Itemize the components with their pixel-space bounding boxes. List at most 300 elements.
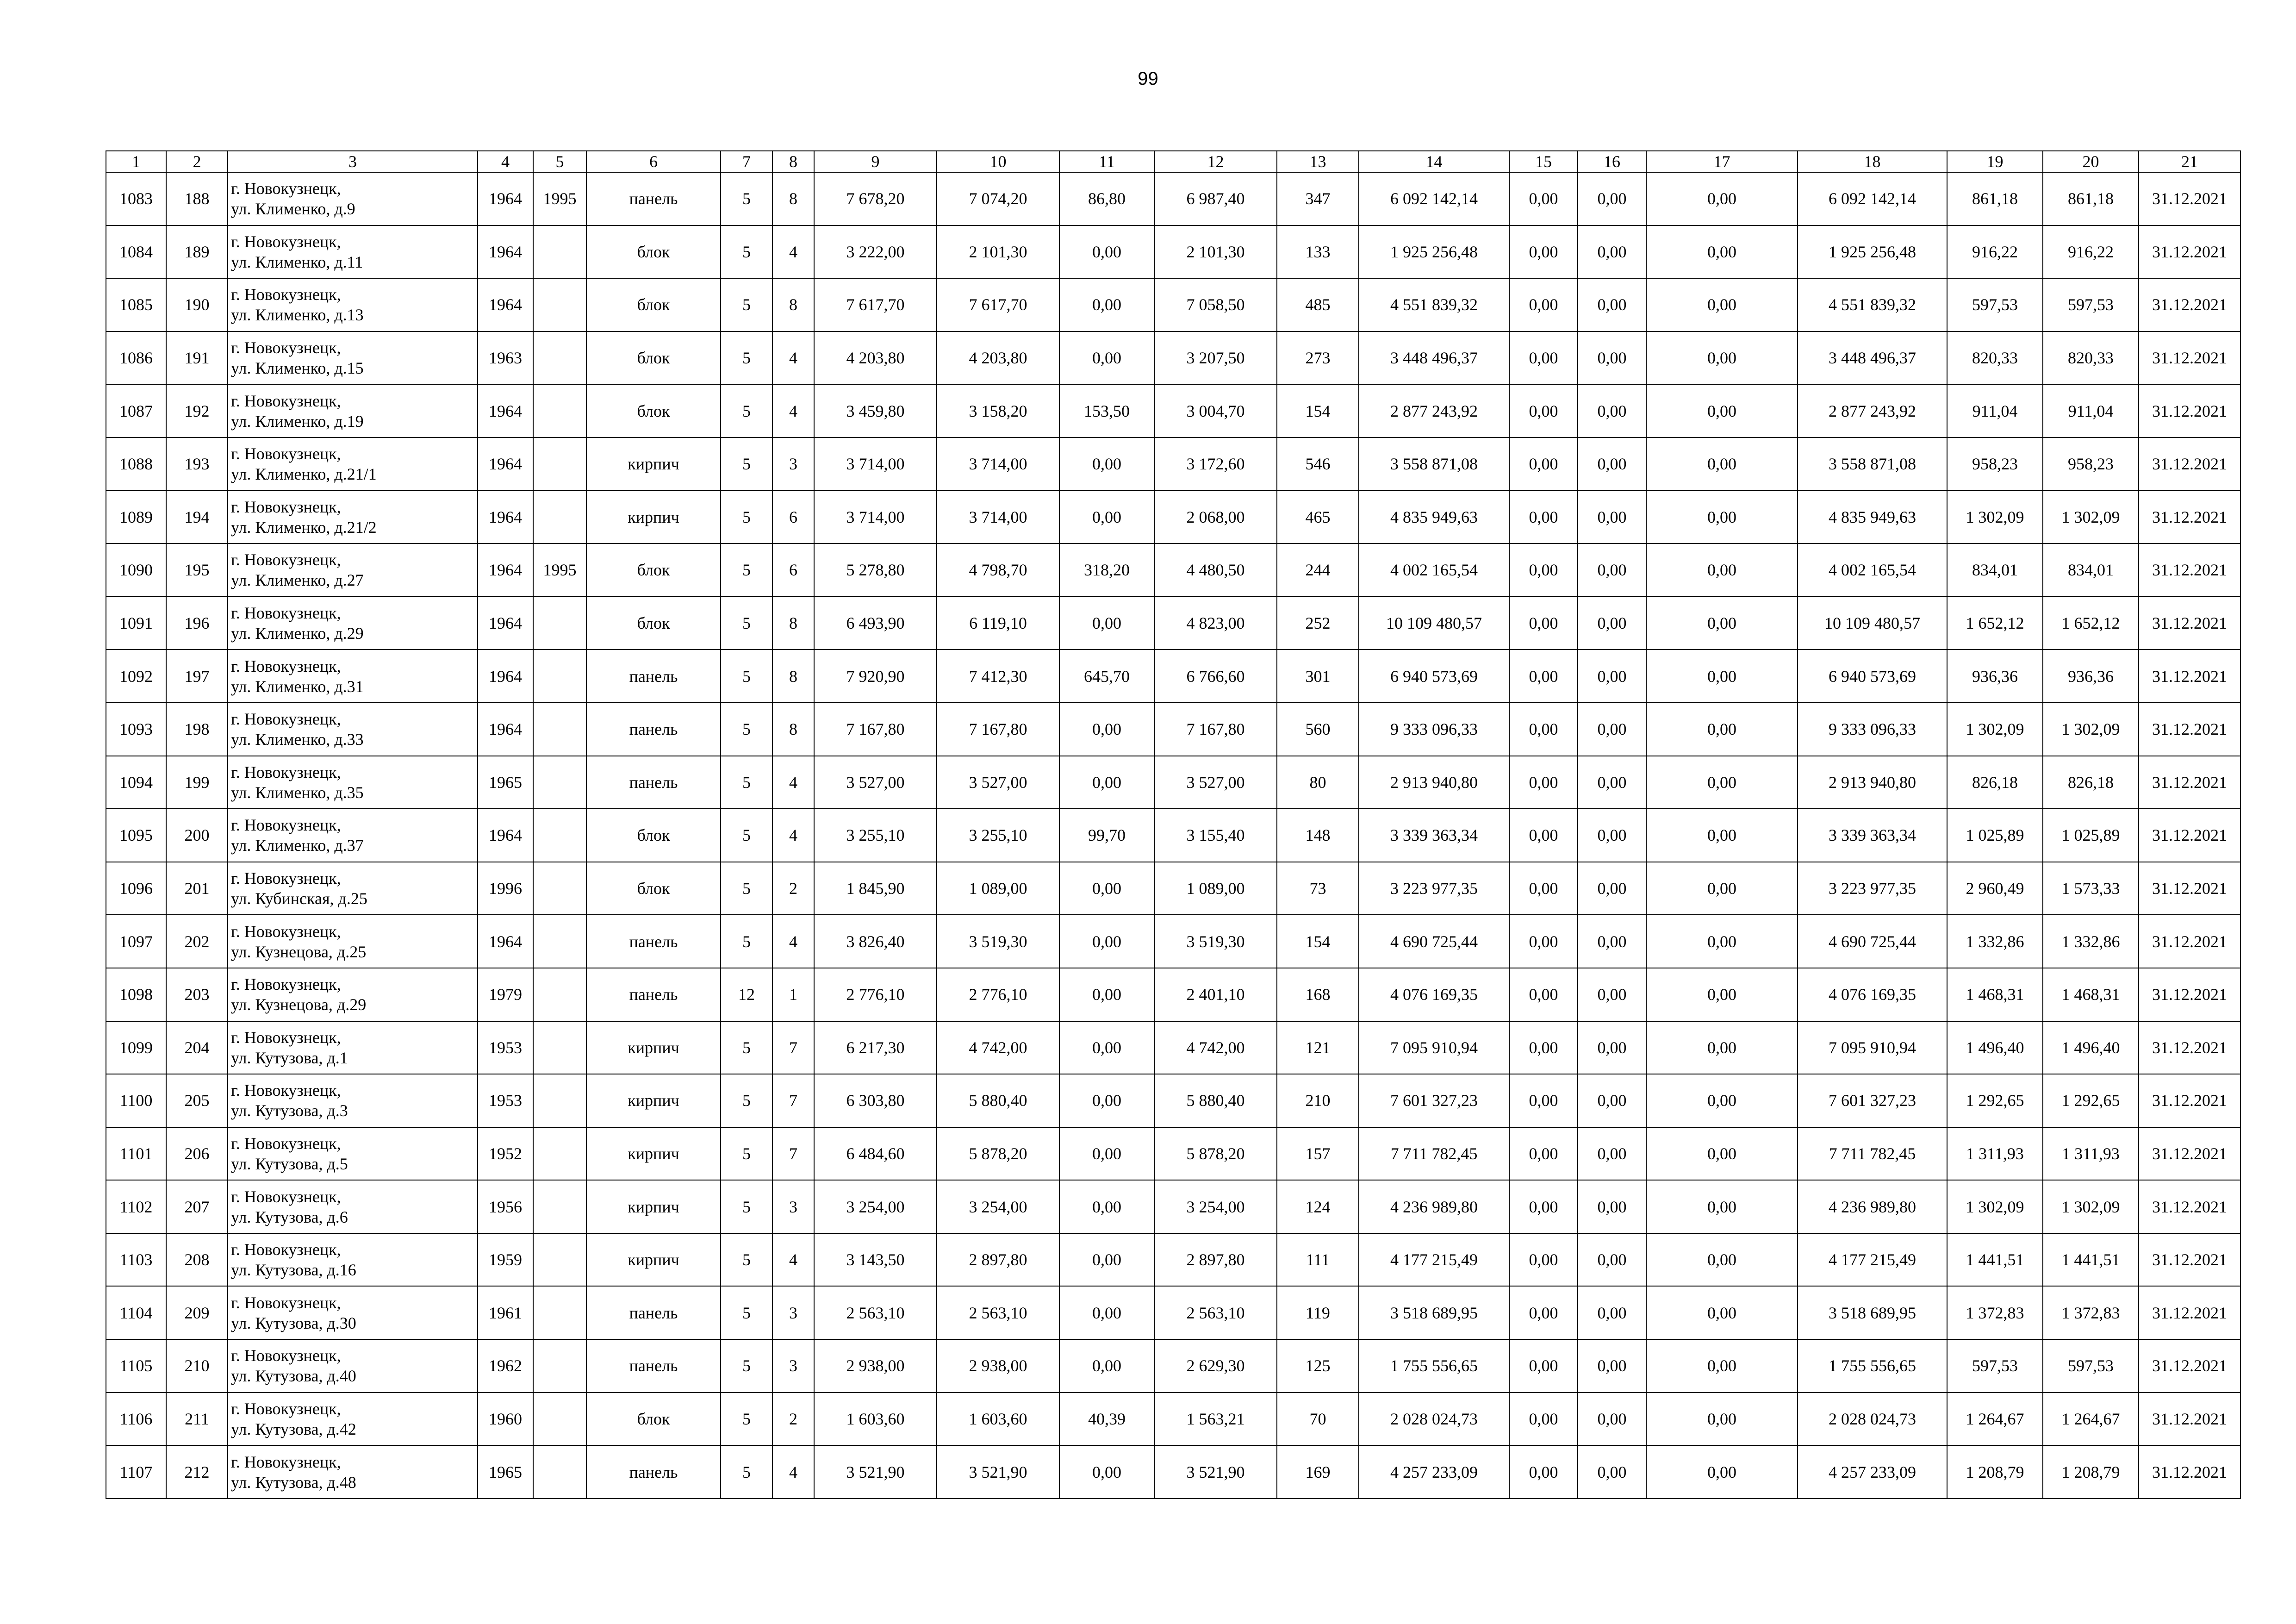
cell-col-2: 198 — [166, 703, 228, 756]
cell-col-16: 0,00 — [1578, 703, 1646, 756]
cell-col-6: панель — [586, 968, 721, 1021]
address-cell — [228, 1127, 478, 1181]
cell-col-12: 6 766,60 — [1154, 650, 1277, 703]
cell-col-5 — [533, 437, 586, 491]
cell-col-16: 0,00 — [1578, 597, 1646, 650]
address-cell — [228, 225, 478, 279]
cell-col-5: 1995 — [533, 172, 586, 225]
cell-col-1: 1094 — [106, 756, 166, 809]
cell-col-21: 31.12.2021 — [2139, 491, 2240, 544]
cell-col-4: 1964 — [478, 650, 533, 703]
address-city: г. Новокузнецк, — [231, 338, 341, 357]
cell-col-7: 5 — [721, 1233, 772, 1287]
address-city: г. Новокузнецк, — [231, 762, 341, 781]
address-cell — [228, 491, 478, 544]
cell-col-2: 202 — [166, 915, 228, 968]
cell-col-4: 1963 — [478, 331, 533, 385]
cell-col-21: 31.12.2021 — [2139, 1445, 2240, 1499]
address-city: г. Новокузнецк, — [231, 550, 341, 569]
cell-col-16: 0,00 — [1578, 968, 1646, 1021]
cell-col-15: 0,00 — [1509, 1286, 1578, 1339]
cell-col-1: 1089 — [106, 491, 166, 544]
cell-col-19: 1 292,65 — [1947, 1074, 2043, 1127]
cell-col-8: 4 — [772, 331, 814, 385]
cell-col-17: 0,00 — [1646, 331, 1798, 385]
cell-col-20: 1 652,12 — [2043, 597, 2139, 650]
address-city: г. Новокузнецк, — [231, 656, 341, 675]
cell-col-1: 1097 — [106, 915, 166, 968]
cell-col-7: 5 — [721, 1180, 772, 1233]
cell-col-20: 834,01 — [2043, 543, 2139, 597]
cell-col-12: 3 004,70 — [1154, 384, 1277, 437]
cell-col-9: 2 938,00 — [814, 1339, 937, 1393]
cell-col-19: 1 025,89 — [1947, 809, 2043, 862]
cell-col-17: 0,00 — [1646, 384, 1798, 437]
cell-col-9: 3 714,00 — [814, 491, 937, 544]
cell-col-14: 4 076 169,35 — [1359, 968, 1509, 1021]
cell-col-15: 0,00 — [1509, 1180, 1578, 1233]
cell-col-19: 1 441,51 — [1947, 1233, 2043, 1287]
column-header-16: 16 — [1578, 151, 1646, 172]
cell-col-16: 0,00 — [1578, 1393, 1646, 1446]
cell-col-9: 4 203,80 — [814, 331, 937, 385]
address-city: г. Новокузнецк, — [231, 1452, 341, 1471]
cell-col-19: 820,33 — [1947, 331, 2043, 385]
cell-col-9: 3 826,40 — [814, 915, 937, 968]
cell-col-21: 31.12.2021 — [2139, 384, 2240, 437]
cell-col-19: 1 302,09 — [1947, 491, 2043, 544]
table-row — [106, 1445, 2240, 1499]
cell-col-13: 111 — [1277, 1233, 1359, 1287]
cell-col-15: 0,00 — [1509, 543, 1578, 597]
cell-col-21: 31.12.2021 — [2139, 809, 2240, 862]
cell-col-8: 3 — [772, 437, 814, 491]
cell-col-2: 212 — [166, 1445, 228, 1499]
table-body — [106, 172, 2240, 1499]
cell-col-17: 0,00 — [1646, 1445, 1798, 1499]
cell-col-13: 154 — [1277, 384, 1359, 437]
cell-col-21: 31.12.2021 — [2139, 650, 2240, 703]
cell-col-7: 5 — [721, 809, 772, 862]
cell-col-12: 4 742,00 — [1154, 1021, 1277, 1074]
cell-col-2: 204 — [166, 1021, 228, 1074]
cell-col-18: 10 109 480,57 — [1798, 597, 1947, 650]
cell-col-2: 205 — [166, 1074, 228, 1127]
cell-col-18: 4 257 233,09 — [1798, 1445, 1947, 1499]
cell-col-9: 3 527,00 — [814, 756, 937, 809]
cell-col-1: 1105 — [106, 1339, 166, 1393]
cell-col-9: 7 617,70 — [814, 278, 937, 331]
column-header-6: 6 — [586, 151, 721, 172]
cell-col-13: 465 — [1277, 491, 1359, 544]
cell-col-20: 861,18 — [2043, 172, 2139, 225]
address-street: ул. Кутузова, д.40 — [231, 1367, 356, 1386]
address-cell — [228, 1393, 478, 1446]
cell-col-20: 1 372,83 — [2043, 1286, 2139, 1339]
cell-col-5 — [533, 862, 586, 915]
cell-col-13: 301 — [1277, 650, 1359, 703]
cell-col-6: кирпич — [586, 1127, 721, 1181]
cell-col-19: 936,36 — [1947, 650, 2043, 703]
cell-col-5: 1995 — [533, 543, 586, 597]
cell-col-12: 5 878,20 — [1154, 1127, 1277, 1181]
cell-col-7: 5 — [721, 1286, 772, 1339]
cell-col-14: 7 601 327,23 — [1359, 1074, 1509, 1127]
cell-col-10: 3 158,20 — [937, 384, 1059, 437]
address-cell — [228, 1233, 478, 1287]
cell-col-13: 125 — [1277, 1339, 1359, 1393]
address-street: ул. Кутузова, д.1 — [231, 1048, 348, 1067]
address-street: ул. Клименко, д.21/1 — [231, 465, 377, 484]
cell-col-6: блок — [586, 225, 721, 279]
cell-col-6: панель — [586, 703, 721, 756]
cell-col-5 — [533, 1180, 586, 1233]
cell-col-19: 597,53 — [1947, 278, 2043, 331]
cell-col-2: 209 — [166, 1286, 228, 1339]
cell-col-14: 10 109 480,57 — [1359, 597, 1509, 650]
cell-col-14: 7 711 782,45 — [1359, 1127, 1509, 1181]
cell-col-17: 0,00 — [1646, 915, 1798, 968]
cell-col-15: 0,00 — [1509, 1393, 1578, 1446]
cell-col-10: 3 527,00 — [937, 756, 1059, 809]
cell-col-11: 0,00 — [1059, 225, 1154, 279]
cell-col-8: 2 — [772, 862, 814, 915]
cell-col-10: 3 714,00 — [937, 491, 1059, 544]
cell-col-8: 4 — [772, 1233, 814, 1287]
table-row — [106, 1393, 2240, 1446]
address-cell — [228, 437, 478, 491]
cell-col-11: 0,00 — [1059, 968, 1154, 1021]
cell-col-6: блок — [586, 1393, 721, 1446]
cell-col-6: панель — [586, 172, 721, 225]
address-street: ул. Клименко, д.29 — [231, 624, 364, 643]
column-header-17: 17 — [1646, 151, 1798, 172]
address-street: ул. Кузнецова, д.25 — [231, 942, 367, 961]
cell-col-1: 1099 — [106, 1021, 166, 1074]
cell-col-21: 31.12.2021 — [2139, 1021, 2240, 1074]
table-row — [106, 968, 2240, 1021]
cell-col-21: 31.12.2021 — [2139, 915, 2240, 968]
cell-col-11: 0,00 — [1059, 331, 1154, 385]
cell-col-21: 31.12.2021 — [2139, 331, 2240, 385]
cell-col-7: 5 — [721, 915, 772, 968]
cell-col-10: 3 254,00 — [937, 1180, 1059, 1233]
cell-col-10: 2 776,10 — [937, 968, 1059, 1021]
cell-col-12: 2 068,00 — [1154, 491, 1277, 544]
cell-col-7: 5 — [721, 543, 772, 597]
cell-col-8: 1 — [772, 968, 814, 1021]
cell-col-4: 1964 — [478, 172, 533, 225]
address-street: ул. Клименко, д.33 — [231, 730, 364, 749]
cell-col-6: панель — [586, 650, 721, 703]
address-cell — [228, 331, 478, 385]
cell-col-6: блок — [586, 597, 721, 650]
cell-col-13: 210 — [1277, 1074, 1359, 1127]
page-number: 99 — [1138, 69, 1158, 89]
cell-col-16: 0,00 — [1578, 278, 1646, 331]
cell-col-8: 3 — [772, 1180, 814, 1233]
cell-col-10: 2 897,80 — [937, 1233, 1059, 1287]
cell-col-16: 0,00 — [1578, 331, 1646, 385]
column-header-4: 4 — [478, 151, 533, 172]
cell-col-18: 4 551 839,32 — [1798, 278, 1947, 331]
cell-col-8: 8 — [772, 703, 814, 756]
cell-col-14: 3 558 871,08 — [1359, 437, 1509, 491]
cell-col-8: 8 — [772, 650, 814, 703]
cell-col-9: 3 521,90 — [814, 1445, 937, 1499]
cell-col-21: 31.12.2021 — [2139, 756, 2240, 809]
cell-col-16: 0,00 — [1578, 1233, 1646, 1287]
cell-col-19: 958,23 — [1947, 437, 2043, 491]
cell-col-13: 168 — [1277, 968, 1359, 1021]
cell-col-14: 2 877 243,92 — [1359, 384, 1509, 437]
cell-col-14: 4 236 989,80 — [1359, 1180, 1509, 1233]
cell-col-4: 1964 — [478, 703, 533, 756]
cell-col-16: 0,00 — [1578, 1180, 1646, 1233]
cell-col-13: 148 — [1277, 809, 1359, 862]
cell-col-7: 5 — [721, 1074, 772, 1127]
cell-col-4: 1962 — [478, 1339, 533, 1393]
cell-col-6: панель — [586, 1339, 721, 1393]
cell-col-6: кирпич — [586, 437, 721, 491]
cell-col-4: 1953 — [478, 1021, 533, 1074]
cell-col-11: 86,80 — [1059, 172, 1154, 225]
address-cell — [228, 809, 478, 862]
cell-col-10: 2 938,00 — [937, 1339, 1059, 1393]
table-row — [106, 384, 2240, 437]
cell-col-21: 31.12.2021 — [2139, 862, 2240, 915]
table-row — [106, 172, 2240, 225]
address-city: г. Новокузнецк, — [231, 1240, 341, 1259]
cell-col-2: 210 — [166, 1339, 228, 1393]
address-city: г. Новокузнецк, — [231, 285, 341, 304]
cell-col-8: 4 — [772, 1445, 814, 1499]
cell-col-19: 826,18 — [1947, 756, 2043, 809]
address-cell — [228, 1180, 478, 1233]
address-street: ул. Клименко, д.15 — [231, 359, 364, 378]
cell-col-2: 189 — [166, 225, 228, 279]
cell-col-4: 1964 — [478, 597, 533, 650]
cell-col-19: 1 311,93 — [1947, 1127, 2043, 1181]
table-row — [106, 1233, 2240, 1287]
cell-col-12: 5 880,40 — [1154, 1074, 1277, 1127]
cell-col-16: 0,00 — [1578, 543, 1646, 597]
address-city: г. Новокузнецк, — [231, 1187, 341, 1206]
cell-col-4: 1996 — [478, 862, 533, 915]
cell-col-2: 203 — [166, 968, 228, 1021]
housing-registry-table — [106, 150, 2241, 1499]
address-cell — [228, 703, 478, 756]
cell-col-9: 1 845,90 — [814, 862, 937, 915]
cell-col-20: 820,33 — [2043, 331, 2139, 385]
column-header-21: 21 — [2139, 151, 2240, 172]
table-row — [106, 915, 2240, 968]
cell-col-7: 5 — [721, 491, 772, 544]
cell-col-16: 0,00 — [1578, 1021, 1646, 1074]
cell-col-10: 5 878,20 — [937, 1127, 1059, 1181]
cell-col-21: 31.12.2021 — [2139, 597, 2240, 650]
cell-col-7: 5 — [721, 756, 772, 809]
cell-col-16: 0,00 — [1578, 1074, 1646, 1127]
address-street: ул. Клименко, д.13 — [231, 306, 364, 325]
table-row — [106, 1286, 2240, 1339]
cell-col-5 — [533, 1127, 586, 1181]
cell-col-7: 5 — [721, 278, 772, 331]
address-street: ул. Клименко, д.21/2 — [231, 518, 377, 537]
address-street: ул. Клименко, д.19 — [231, 412, 364, 431]
cell-col-19: 834,01 — [1947, 543, 2043, 597]
cell-col-10: 1 089,00 — [937, 862, 1059, 915]
cell-col-13: 485 — [1277, 278, 1359, 331]
cell-col-16: 0,00 — [1578, 1339, 1646, 1393]
address-cell — [228, 862, 478, 915]
cell-col-8: 4 — [772, 915, 814, 968]
cell-col-12: 2 101,30 — [1154, 225, 1277, 279]
cell-col-1: 1098 — [106, 968, 166, 1021]
cell-col-8: 3 — [772, 1286, 814, 1339]
cell-col-18: 4 835 949,63 — [1798, 491, 1947, 544]
table-row — [106, 437, 2240, 491]
cell-col-7: 5 — [721, 1393, 772, 1446]
cell-col-10: 3 519,30 — [937, 915, 1059, 968]
cell-col-13: 546 — [1277, 437, 1359, 491]
cell-col-4: 1961 — [478, 1286, 533, 1339]
cell-col-2: 208 — [166, 1233, 228, 1287]
address-city: г. Новокузнецк, — [231, 975, 341, 994]
cell-col-4: 1979 — [478, 968, 533, 1021]
column-header-5: 5 — [533, 151, 586, 172]
address-street: ул. Клименко, д.37 — [231, 836, 364, 855]
column-header-13: 13 — [1277, 151, 1359, 172]
cell-col-20: 1 292,65 — [2043, 1074, 2139, 1127]
table-row — [106, 1021, 2240, 1074]
cell-col-10: 7 074,20 — [937, 172, 1059, 225]
cell-col-16: 0,00 — [1578, 172, 1646, 225]
cell-col-7: 12 — [721, 968, 772, 1021]
cell-col-21: 31.12.2021 — [2139, 1286, 2240, 1339]
address-city: г. Новокузнецк, — [231, 497, 341, 516]
cell-col-18: 3 518 689,95 — [1798, 1286, 1947, 1339]
cell-col-5 — [533, 1074, 586, 1127]
cell-col-21: 31.12.2021 — [2139, 968, 2240, 1021]
address-street: ул. Клименко, д.35 — [231, 783, 364, 802]
cell-col-21: 31.12.2021 — [2139, 1127, 2240, 1181]
cell-col-20: 958,23 — [2043, 437, 2139, 491]
cell-col-8: 7 — [772, 1127, 814, 1181]
cell-col-14: 3 223 977,35 — [1359, 862, 1509, 915]
cell-col-5 — [533, 756, 586, 809]
cell-col-6: блок — [586, 278, 721, 331]
cell-col-7: 5 — [721, 862, 772, 915]
cell-col-20: 1 264,67 — [2043, 1393, 2139, 1446]
cell-col-19: 1 468,31 — [1947, 968, 2043, 1021]
cell-col-12: 2 629,30 — [1154, 1339, 1277, 1393]
address-street: ул. Кузнецова, д.29 — [231, 995, 367, 1014]
cell-col-17: 0,00 — [1646, 437, 1798, 491]
cell-col-9: 3 222,00 — [814, 225, 937, 279]
address-city: г. Новокузнецк, — [231, 816, 341, 835]
address-street: ул. Кутузова, д.5 — [231, 1154, 348, 1173]
cell-col-11: 40,39 — [1059, 1393, 1154, 1446]
cell-col-18: 9 333 096,33 — [1798, 703, 1947, 756]
cell-col-20: 1 302,09 — [2043, 1180, 2139, 1233]
table-row — [106, 597, 2240, 650]
cell-col-12: 4 823,00 — [1154, 597, 1277, 650]
address-street: ул. Клименко, д.31 — [231, 677, 364, 696]
cell-col-12: 1 089,00 — [1154, 862, 1277, 915]
cell-col-10: 7 167,80 — [937, 703, 1059, 756]
cell-col-5 — [533, 384, 586, 437]
cell-col-10: 1 603,60 — [937, 1393, 1059, 1446]
cell-col-18: 2 877 243,92 — [1798, 384, 1947, 437]
cell-col-2: 190 — [166, 278, 228, 331]
column-header-1: 1 — [106, 151, 166, 172]
cell-col-7: 5 — [721, 384, 772, 437]
cell-col-7: 5 — [721, 225, 772, 279]
cell-col-2: 194 — [166, 491, 228, 544]
cell-col-11: 153,50 — [1059, 384, 1154, 437]
cell-col-12: 7 167,80 — [1154, 703, 1277, 756]
cell-col-1: 1104 — [106, 1286, 166, 1339]
cell-col-6: кирпич — [586, 1074, 721, 1127]
cell-col-19: 1 372,83 — [1947, 1286, 2043, 1339]
address-city: г. Новокузнецк, — [231, 1134, 341, 1153]
cell-col-11: 645,70 — [1059, 650, 1154, 703]
address-cell — [228, 384, 478, 437]
cell-col-8: 8 — [772, 597, 814, 650]
cell-col-12: 2 401,10 — [1154, 968, 1277, 1021]
cell-col-18: 1 925 256,48 — [1798, 225, 1947, 279]
address-city: г. Новокузнецк, — [231, 444, 341, 463]
cell-col-13: 80 — [1277, 756, 1359, 809]
cell-col-13: 119 — [1277, 1286, 1359, 1339]
cell-col-1: 1086 — [106, 331, 166, 385]
cell-col-15: 0,00 — [1509, 1074, 1578, 1127]
cell-col-7: 5 — [721, 1021, 772, 1074]
cell-col-10: 5 880,40 — [937, 1074, 1059, 1127]
cell-col-7: 5 — [721, 331, 772, 385]
cell-col-10: 3 714,00 — [937, 437, 1059, 491]
cell-col-15: 0,00 — [1509, 650, 1578, 703]
cell-col-5 — [533, 278, 586, 331]
cell-col-10: 4 203,80 — [937, 331, 1059, 385]
cell-col-4: 1952 — [478, 1127, 533, 1181]
cell-col-5 — [533, 225, 586, 279]
table-row — [106, 809, 2240, 862]
cell-col-14: 6 092 142,14 — [1359, 172, 1509, 225]
cell-col-16: 0,00 — [1578, 862, 1646, 915]
cell-col-1: 1101 — [106, 1127, 166, 1181]
cell-col-6: панель — [586, 756, 721, 809]
address-city: г. Новокузнецк, — [231, 1081, 341, 1100]
cell-col-15: 0,00 — [1509, 1021, 1578, 1074]
address-city: г. Новокузнецк, — [231, 391, 341, 410]
cell-col-6: блок — [586, 331, 721, 385]
cell-col-9: 3 714,00 — [814, 437, 937, 491]
address-city: г. Новокузнецк, — [231, 1346, 341, 1365]
cell-col-10: 6 119,10 — [937, 597, 1059, 650]
cell-col-7: 5 — [721, 1445, 772, 1499]
address-street: ул. Кутузова, д.30 — [231, 1313, 356, 1332]
cell-col-15: 0,00 — [1509, 862, 1578, 915]
cell-col-8: 7 — [772, 1021, 814, 1074]
column-header-8: 8 — [772, 151, 814, 172]
cell-col-17: 0,00 — [1646, 597, 1798, 650]
cell-col-17: 0,00 — [1646, 1180, 1798, 1233]
cell-col-8: 6 — [772, 491, 814, 544]
table-row — [106, 862, 2240, 915]
column-header-9: 9 — [814, 151, 937, 172]
